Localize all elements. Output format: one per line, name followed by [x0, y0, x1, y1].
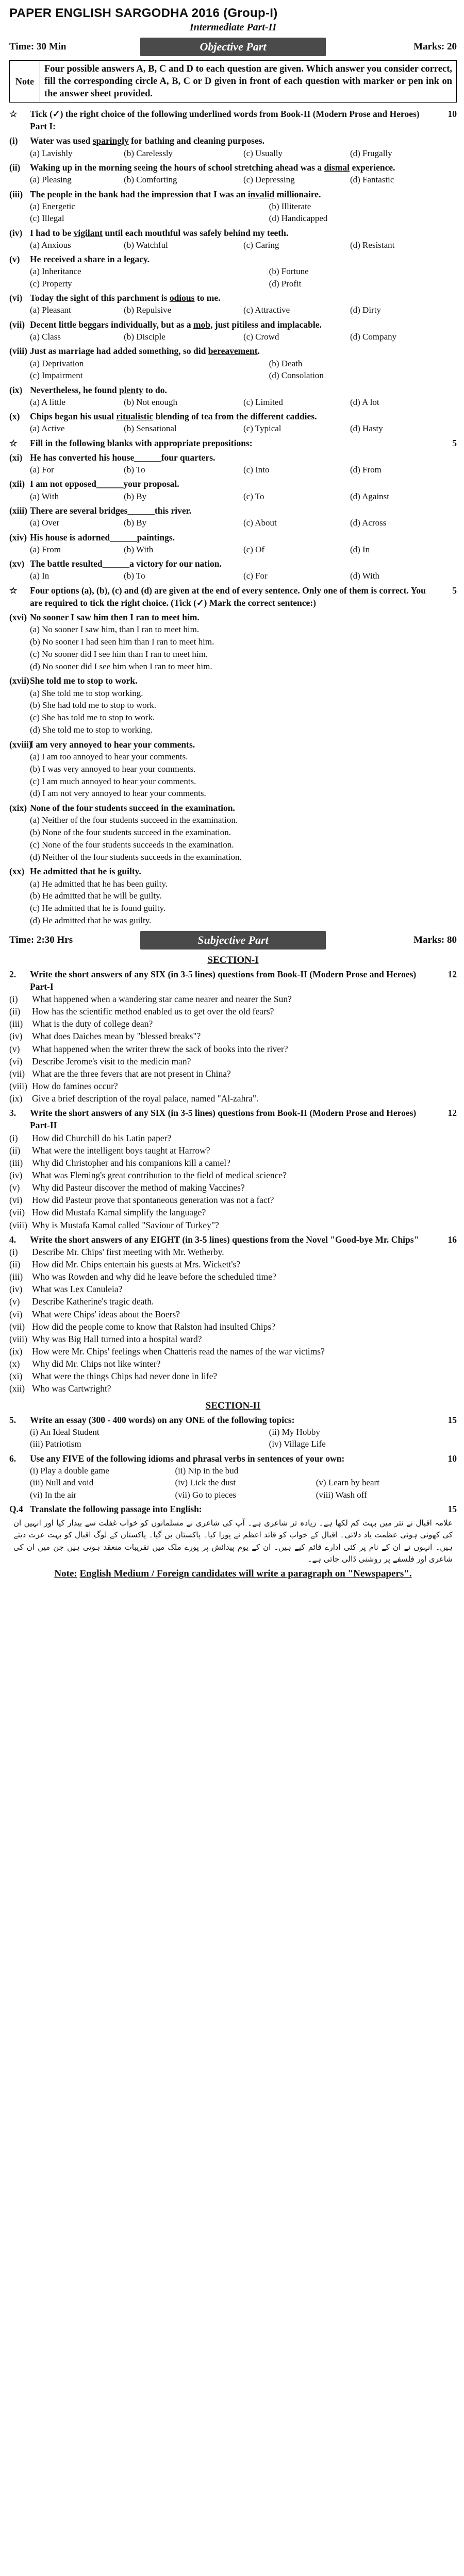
subjective-time: Time: 2:30 Hrs: [9, 934, 73, 945]
short-question: (x) Why did Mr. Chips not like winter?: [9, 1359, 161, 1369]
mcq-item: (viii) Just as marriage had added something, so did bereavement. (a) Deprivation (b) Death (c) Impairment (d) Consolation: [9, 345, 457, 381]
mcq-item: (i) Water was used sparingly for bathing and cleaning purposes. (a) Lavishly (b) Carelessly (c) Usually (d) Frugally: [9, 134, 457, 159]
mcq3-instruction: ☆ Four options (a), (b), (c) and (d) are given at the end of every sentence. Only one of them is correct. You are required to tick the right choice. (Tick (✓) Mark the correct sentence:) 5: [9, 584, 457, 609]
mcq-item: (xiv) His house is adorned______paintings. (a) From (b) With (c) Of (d) In: [9, 532, 370, 554]
mcq-item: (xviii) I am very annoyed to hear your comments. (a) I am too annoyed to hear your comments. (b) I was very annoyed to hear your comments. (c) I am much annoyed to hear your comments. (d) I am not very annoyed to hear your comments.: [9, 739, 206, 799]
short-question: (v) Describe Katherine's tragic death.: [9, 1296, 154, 1307]
question-heading: 5. Write an essay (300 - 400 words) on any ONE of the following topics: 15: [9, 1414, 457, 1425]
mcq-item: (iii) The people in the bank had the impression that I was an invalid millionaire. (a) Energetic (b) Illiterate (c) Illegal (d) Handicapped: [9, 188, 457, 225]
mcq-options: (a) Pleasing (b) Comforting (c) Depressing (d) Fantastic: [30, 175, 394, 185]
short-question: (v) Why did Pasteur discover the method of making Vaccines?: [9, 1182, 245, 1193]
question-heading: 2. Write the short answers of any SIX (in 3-5 lines) questions from Book-II (Modern Prose and Heroes) Part-I 12: [9, 969, 457, 992]
short-question: (v) What happened when the writer threw the sack of books into the river?: [9, 1043, 288, 1054]
footer-note: Note: English Medium / Foreign candidates will write a paragraph on "Newspapers".: [54, 1568, 412, 1580]
short-question: (ix) Give a brief description of the royal palace, named "Al-zahra".: [9, 1093, 259, 1104]
short-question: (viii) Why is Mustafa Kamal called "Saviour of Turkey"?: [9, 1219, 219, 1230]
mcq-item: (xii) I am not opposed______your proposal. (a) With (b) By (c) To (d) Against: [9, 479, 390, 501]
question-heading: 6. Use any FIVE of the following idioms and phrasal verbs in sentences of your own: 10: [9, 1453, 457, 1464]
short-question: (i) How did Churchill do his Latin paper?: [9, 1132, 172, 1143]
short-question: (vii) What are the three fevers that are not present in China?: [9, 1068, 231, 1079]
mcq-options: (a) Inheritance (b) Fortune (c) Property (d) Profit: [30, 266, 309, 289]
mcq-options: (a) A little (b) Not enough (c) Limited (d) A lot: [30, 397, 379, 407]
paper-title: PAPER ENGLISH SARGODHA 2016 (Group-I): [9, 6, 278, 20]
mcq-item: (xvi) No sooner I saw him then I ran to meet him. (a) No sooner I saw him, than I ran to meet him. (b) No sooner I had seen him than I ran to meet him. (c) No sooner did I see him than I ran to meet him. (d) No sooner did I see him when I ran to meet him.: [9, 612, 214, 671]
objective-time: Time: 30 Min: [9, 41, 67, 52]
mcq-item: (vi) Today the sight of this parchment is odious to me. (a) Pleasant (b) Repulsive (c) Attractive (d) Dirty: [9, 292, 457, 316]
short-question: (ii) How has the scientific method enabled us to get over the old fears?: [9, 1006, 274, 1017]
section-title: SECTION-II: [205, 1400, 261, 1411]
note-label: Note: [10, 61, 40, 102]
paper-subtitle: Intermediate Part-II: [189, 22, 277, 33]
note-box: [9, 60, 457, 103]
objective-marks: Marks: 20: [413, 41, 457, 52]
short-question: (vi) What were Chips' ideas about the Boers?: [9, 1309, 180, 1319]
idioms-list: (i) Play a double game (ii) Nip in the bud (iii) Null and void (iv) Lick the dust (v) Learn by heart (vi) In the air (vii) Go to pieces (viii) Wash off: [30, 1465, 379, 1500]
mcq-item: (v) He received a share in a legacy. (a) Inheritance (b) Fortune (c) Property (d) Profit: [9, 253, 457, 290]
mcq-options: (a) Anxious (b) Watchful (c) Caring (d) Resistant: [30, 240, 395, 250]
mcq-item: (xi) He has converted his house______four quarters. (a) For (b) To (c) Into (d) From: [9, 452, 382, 474]
mcq-item: (ix) Nevertheless, he found plenty to do. (a) A little (b) Not enough (c) Limited (d) A lot: [9, 384, 457, 409]
short-question: (xi) What were the things Chips had never done in life?: [9, 1371, 218, 1382]
mcq-options: (a) Deprivation (b) Death (c) Impairment (d) Consolation: [30, 358, 324, 381]
short-question: (iii) Who was Rowden and why did he leave before the scheduled time?: [9, 1272, 276, 1282]
short-question: (iv) What was Lex Canuleia?: [9, 1284, 123, 1295]
mcq-options: (a) Lavishly (b) Carelessly (c) Usually (d) Frugally: [30, 148, 392, 158]
short-question: (viii) How do famines occur?: [9, 1081, 118, 1092]
mcq-item: (ii) Waking up in the morning seeing the hours of school stretching ahead was a dismal experience. (a) Pleasing (b) Comforting (c) Depressing (d) Fantastic: [9, 161, 457, 186]
subjective-banner: Subjective Part: [140, 931, 326, 950]
subjective-marks: Marks: 80: [413, 934, 457, 945]
mcq2-instruction: ☆ Fill in the following blanks with appropriate prepositions: 5: [9, 437, 457, 449]
star-icon: ☆: [9, 585, 18, 596]
mcq-options: (a) Pleasant (b) Repulsive (c) Attractive (d) Dirty: [30, 305, 381, 315]
mcq1-text: Tick (✓) the right choice of the following underlined words from Book-II (Modern Prose and Heroes) Part I:: [30, 109, 420, 132]
short-question: (vi) Describe Jerome's visit to the medicin man?: [9, 1056, 191, 1066]
mcq-item: (xvii) She told me to stop to work. (a) She told me to stop working. (b) She had told me to stop to work. (c) She has told me to stop to work. (d) She told me to stop to working.: [9, 675, 157, 735]
star-icon: ☆: [9, 109, 18, 120]
section-title: SECTION-I: [207, 954, 259, 965]
mcq-item: (xx) He admitted that he is guilty. (a) He admitted that he has been guilty. (b) He admitted that he will be guilty. (c) He admitted that he is found guilty. (d) He admitted that he was guilty.: [9, 866, 168, 925]
short-question: (viii) Why was Big Hall turned into a hospital ward?: [9, 1333, 202, 1344]
short-question: (ii) How did Mr. Chips entertain his guests at Mrs. Wickett's?: [9, 1259, 241, 1269]
mcq-item: (iv) I had to be vigilant until each mouthful was safely behind my teeth. (a) Anxious (b) Watchful (c) Caring (d) Resistant: [9, 227, 457, 251]
mcq-item: (xv) The battle resulted______a victory for our nation. (a) In (b) To (c) For (d) With: [9, 558, 380, 581]
short-question: (iv) What was Fleming's great contribution to the field of medical science?: [9, 1170, 287, 1180]
objective-banner: Objective Part: [140, 38, 326, 56]
question-heading: Q.4 Translate the following passage into English: 15: [9, 1504, 457, 1515]
note-text: Four possible answers A, B, C and D to each question are given. Which answer you consider correct, fill the corresponding circle A, B, C or D given in front of each question with marker or pen ink on the answer sheet provided.: [44, 64, 452, 99]
mcq-item: (vii) Decent little beggars individually, but as a mob, just pitiless and implacable. (a) Class (b) Disciple (c) Crowd (d) Company: [9, 318, 457, 343]
objective-header: [9, 38, 457, 56]
question-heading: 4. Write the short answers of any EIGHT (in 3-5 lines) questions from the Novel "Good-bye Mr. Chips" 16: [9, 1234, 457, 1245]
short-question: (ii) What were the intelligent boys taught at Harrow?: [9, 1145, 210, 1156]
short-question: (ix) How were Mr. Chips' feelings when Chatteris read the names of the war victims?: [9, 1346, 325, 1357]
essay-topics: (i) An Ideal Student (ii) My Hobby (iii) Patriotism (iv) Village Life: [30, 1427, 326, 1449]
mcq-options: (a) Energetic (b) Illiterate (c) Illegal (d) Handicapped: [30, 201, 328, 224]
star-icon: ☆: [9, 437, 18, 448]
mcq-item: (xix) None of the four students succeed in the examination. (a) Neither of the four students succeed in the examination. (b) None of the four students succeed in the examination. (c) None of the four students succeeds in the examination. (d) Neither of the four students succeeds in the examination.: [9, 803, 242, 862]
mcq1-marks: 10: [448, 109, 457, 120]
short-question: (iv) What does Daiches mean by "blessed breaks"?: [9, 1031, 201, 1042]
mcq1-instruction: [9, 108, 457, 132]
short-question: (xii) Who was Cartwright?: [9, 1383, 111, 1394]
short-question: (i) Describe Mr. Chips' first meeting with Mr. Wetherby.: [9, 1246, 224, 1257]
short-question: (vii) How did the people come to know that Ralston had insulted Chips?: [9, 1321, 275, 1332]
mcq-item: (x) Chips began his usual ritualistic blending of tea from the different caddies. (a) Active (b) Sensational (c) Typical (d) Hasty: [9, 410, 457, 435]
short-question: (i) What happened when a wandering star came nearer and nearer the Sun?: [9, 994, 292, 1005]
short-question: (iii) What is the duty of college dean?: [9, 1019, 153, 1029]
subjective-header: [9, 931, 457, 950]
short-question: (vii) How did Mustafa Kamal simplify the language?: [9, 1207, 206, 1218]
short-question: (iii) Why did Christopher and his companions kill a camel?: [9, 1157, 230, 1168]
urdu-passage: علامہ اقبال نے نثر میں بہت کم لکھا ہے۔ زیادہ تر شاعری ہے۔ آپ کی شاعری نے مسلمانوں کو خواب غفلت سے بیدار کیا اور انہیں ان کی کھوئی ہوئی عظمت یاد دلائی۔ اقبال کے خواب کو قائد اعظم نے پورا کیا۔ پاکستان بن گیا۔ پاکستان کے لوگ اقبال کو بہت عزت دیتے ہیں۔ انہوں نے ان کے نام پر کئی ادارے قائم کیے ہیں۔ ان کے یوم پیدائش پر پورے ملک میں تقریبات منعقد ہوتی ہیں جن میں ان کی شاعری اور فلسفے پر روشنی ڈالی جاتی ہے۔: [13, 1518, 453, 1564]
question-heading: 3. Write the short answers of any SIX (in 3-5 lines) questions from Book-II (Modern Prose and Heroes) Part-II 12: [9, 1108, 457, 1131]
short-question: (vi) How did Pasteur prove that spontaneous generation was not a fact?: [9, 1195, 274, 1206]
mcq-item: (xiii) There are several bridges______this river. (a) Over (b) By (c) About (d) Across: [9, 505, 387, 528]
mcq-options: (a) Active (b) Sensational (c) Typical (d) Hasty: [30, 423, 383, 434]
mcq-options: (a) Class (b) Disciple (c) Crowd (d) Company: [30, 332, 397, 342]
